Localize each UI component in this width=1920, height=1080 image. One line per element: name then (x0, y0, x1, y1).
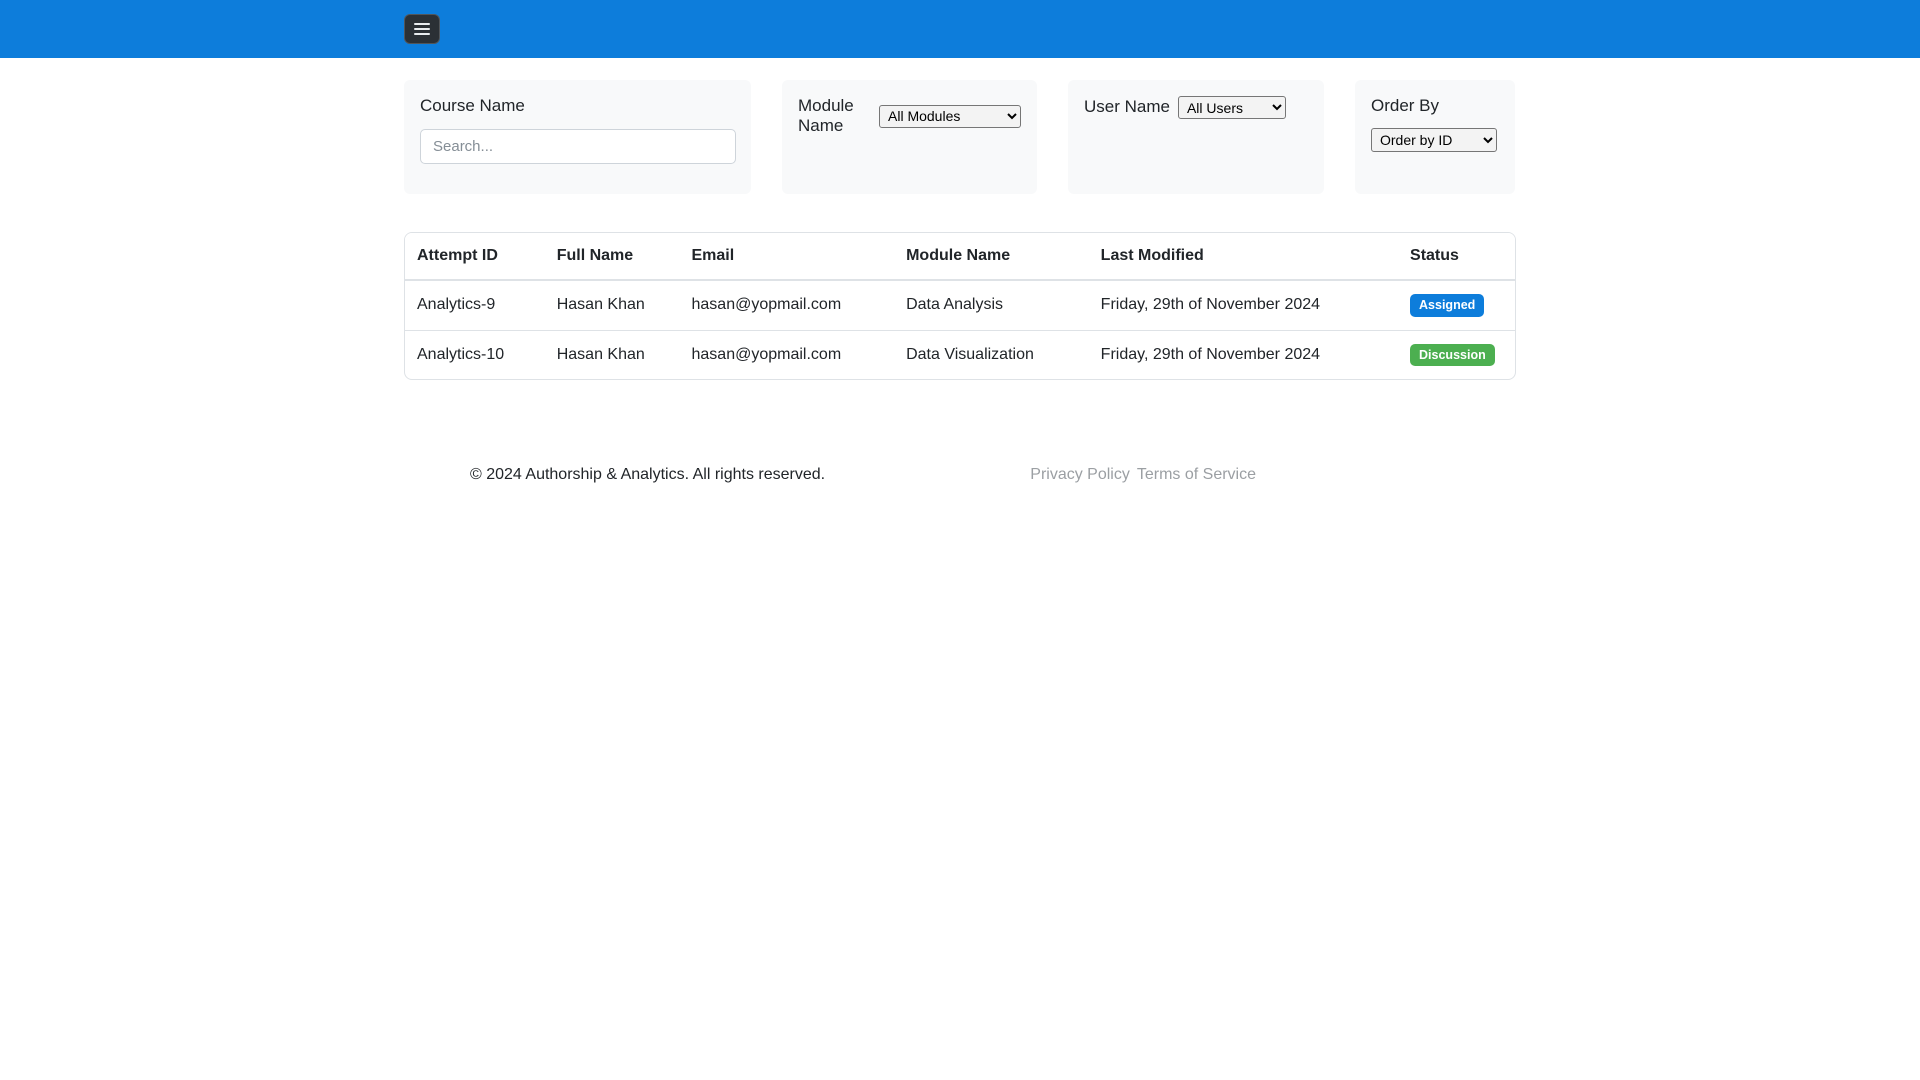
top-navbar (0, 0, 1920, 58)
cell-attempt-id: Analytics-9 (405, 280, 545, 330)
order-by-select[interactable] (1371, 128, 1497, 152)
cell-module-name: Data Analysis (894, 280, 1089, 330)
status-badge[interactable]: Discussion (1410, 344, 1495, 367)
filter-module-name (782, 80, 1037, 194)
column-header-last-modified: Last Modified (1089, 233, 1398, 280)
attempts-table-container (404, 232, 1516, 380)
order-by-label: Order By (1371, 96, 1440, 115)
column-header-attempt-id: Attempt ID (405, 233, 545, 280)
column-header-email: Email (680, 233, 895, 280)
filter-course-name (404, 80, 751, 194)
user-name-select[interactable] (1178, 96, 1286, 119)
module-name-label: Module Name (798, 96, 854, 136)
footer-links (1030, 466, 1256, 484)
filter-bar (404, 58, 1516, 194)
table-header (405, 233, 1515, 280)
table-row[interactable] (405, 330, 1515, 379)
cell-status (1398, 280, 1515, 330)
table-row[interactable] (405, 280, 1515, 330)
column-header-module-name: Module Name (894, 233, 1089, 280)
cell-full-name: Hasan Khan (556, 345, 645, 363)
column-header-status: Status (1398, 233, 1515, 280)
search-input[interactable] (420, 129, 736, 164)
table-header-row (405, 233, 1515, 280)
cell-last-modified: Friday, 29th of November 2024 (1089, 280, 1398, 330)
cell-attempt-id: Analytics-10 (417, 345, 505, 363)
cell-email: hasan@yopmail.com (680, 280, 895, 330)
page-footer (0, 466, 1920, 484)
module-name-select[interactable] (879, 105, 1021, 128)
terms-of-service-link[interactable]: Terms of Service (1136, 466, 1256, 483)
status-badge[interactable]: Assigned (1410, 294, 1484, 317)
hamburger-menu-icon[interactable] (404, 14, 440, 44)
filter-user-name (1068, 80, 1324, 194)
table-body (405, 280, 1515, 379)
cell-email: hasan@yopmail.com (691, 345, 842, 363)
cell-status (1398, 330, 1515, 379)
filter-order-by (1355, 80, 1515, 194)
cell-full-name: Hasan Khan (545, 280, 680, 330)
cell-last-modified: Friday, 29th of November 2024 (1100, 345, 1321, 363)
column-header-full-name: Full Name (545, 233, 680, 280)
copyright-text: © 2024 Authorship & Analytics. All rights reserved. (470, 466, 826, 483)
privacy-policy-link[interactable]: Privacy Policy (1030, 466, 1130, 483)
user-name-label: User Name (1084, 97, 1170, 117)
course-name-label: Course Name (420, 96, 525, 115)
attempts-table (405, 233, 1515, 379)
cell-module-name: Data Visualization (906, 345, 1034, 363)
